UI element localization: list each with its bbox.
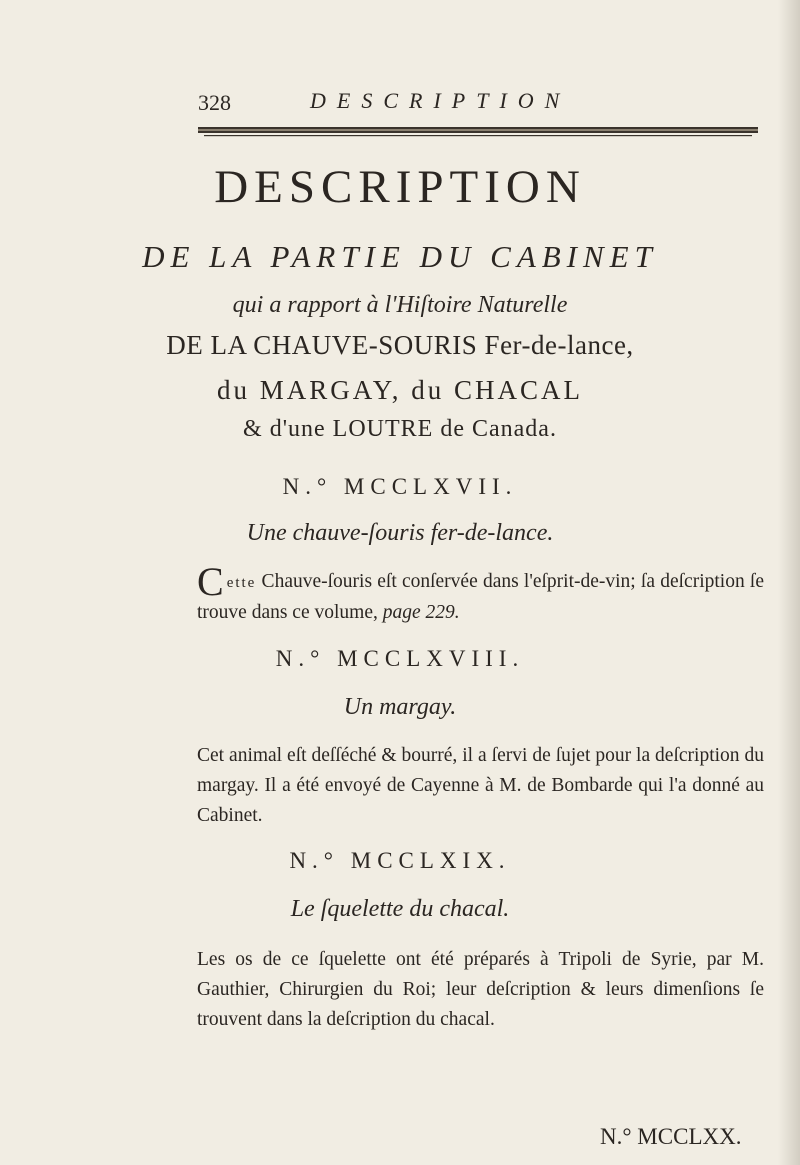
- subtitle-line-1: DE LA PARTIE DU CABINET: [142, 239, 658, 274]
- entry-number: N.° MCCLXVIII.: [275, 646, 525, 671]
- entry-heading: Un margay.: [343, 694, 457, 720]
- entry-paragraph: Les os de ce ſquelette ont été préparés à Tripoli de Syrie, par M. Gauthier, Chirurgien du Roi; leur deſcription & leurs dimenſions ſe trouvent dans la deſcription du chacal.: [197, 949, 764, 1030]
- subtitle-line-2: qui a rapport à l'Hiſtoire Naturelle: [232, 292, 568, 318]
- page-number: 328: [198, 90, 231, 115]
- subtitle-line-4: du MARGAY, du CHACAL: [216, 375, 584, 405]
- page-reference: page 229.: [382, 602, 460, 623]
- entry-paragraph: Cet animal eſt deſſéché & bourré, il a ſervi de ſujet pour la deſcription du margay. Il a été envoyé de Cayenne à M. de Bombarde qui l'a donné au Cabinet.: [197, 745, 764, 826]
- main-title: DESCRIPTION: [214, 161, 586, 213]
- entry-paragraph: [197, 559, 764, 628]
- entry-number: N.° MCCLXIX.: [289, 848, 511, 873]
- catchword: N.° MCCLXX.: [600, 1124, 742, 1149]
- running-title: DESCRIPTION: [310, 88, 571, 113]
- entry-number: N.° MCCLXVII.: [282, 474, 518, 499]
- entry-heading: Une chauve-ſouris fer-de-lance.: [246, 520, 554, 546]
- header-ornament-rule: [198, 124, 758, 138]
- running-head: [198, 88, 758, 118]
- drop-capital: C: [197, 559, 224, 604]
- dropcap-continuation: ette: [226, 575, 257, 591]
- entry-heading: Le ſquelette du chacal.: [290, 896, 510, 922]
- subtitle-line-3: DE LA CHAUVE-SOURIS Fer-de-lance,: [166, 330, 634, 360]
- subtitle-line-5: & d'une LOUTRE de Canada.: [243, 416, 557, 442]
- paragraph-text: Chauve-ſouris eſt conſervée dans l'eſprit-de-vin; ſa deſcription ſe trouve dans ce volume,: [197, 571, 764, 623]
